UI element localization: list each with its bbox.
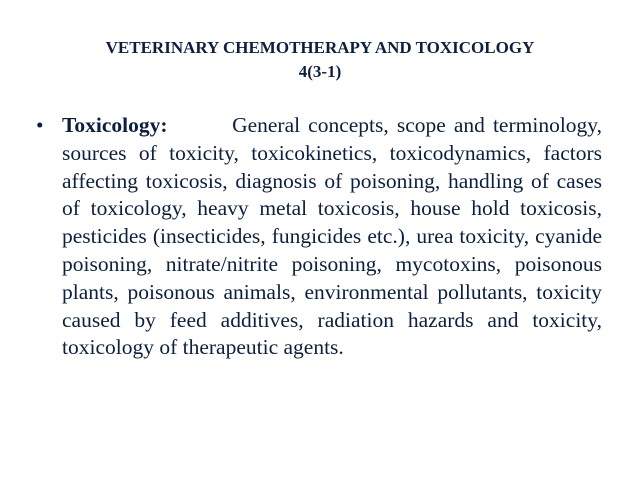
- bullet-icon: •: [36, 113, 44, 137]
- bullet-item-toxicology: [36, 112, 602, 362]
- bullet-text: General concepts, scope and terminology, sources of toxicity, toxicokinetics, toxicodynamics, factors affecting toxicosis, diagnosis of poisoning, handling of cases of toxicology, heavy metal toxicosis, house hold toxicosis, pesticides (insecticides, fungicides etc.), urea toxicity, cyanide poisoning, nitrate/nitrite poisoning, mycotoxins, poisonous plants, poisonous animals, environmental pollutants, toxicity caused by feed additives, radiation hazards and toxicity, toxicology of therapeutic agents.: [62, 113, 603, 360]
- bullet-label: Toxicology:: [62, 113, 168, 137]
- slide-title: [40, 36, 600, 84]
- title-line-credits: 4(3-1): [298, 62, 342, 81]
- title-line-course: VETERINARY CHEMOTHERAPY AND TOXICOLOGY: [105, 38, 535, 57]
- bullet-gap: [176, 113, 232, 137]
- slide-content: [36, 112, 602, 362]
